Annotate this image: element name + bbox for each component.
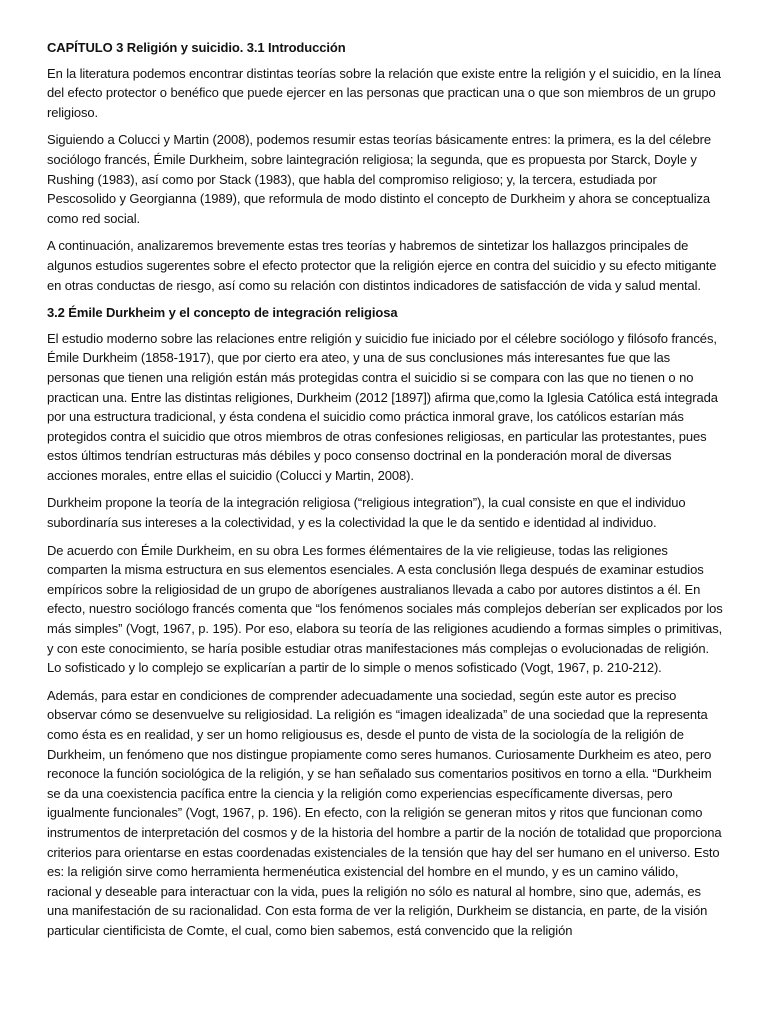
paragraph: El estudio moderno sobre las relaciones entre religión y suicidio fue iniciado por el célebre sociólogo y filósofo francés, Émile Durkheim (1858-1917), que por cierto era ateo, y una de sus conclusiones más interesantes fue que las personas que tienen una religión están más protegidas contra el suicidio si se compara con las que no tienen o no practican una. Entre las distintas religiones, Durkheim (2012 [1897]) afirma que,como la Iglesia Católica está integrada por una estructura tradicional, y ésta condena el suicidio como práctica inmoral grave, los católicos estarían más protegidos contra el suicidio que otros miembros de otras confesiones religiosas, en particular las protestantes, pues estos últimos tendrían estructuras más débiles y poco consenso doctrinal en la ponderación moral de diversas acciones morales, entre ellas el suicidio (Colucci y Martin, 2008).	[47, 330, 718, 483]
section-heading: 3.2 Émile Durkheim y el concepto de integración religiosa	[47, 305, 398, 321]
paragraph: En la literatura podemos encontrar distintas teorías sobre la relación que existe entre la religión y el suicidio, en la línea del efecto protector o benéfico que puede ejercer en las personas que practican una o que son miembros de un grupo religioso.	[47, 65, 721, 120]
paragraph: De acuerdo con Émile Durkheim, en su obra Les formes élémentaires de la vie religieuse, todas las religiones comparten la misma estructura en sus elementos esenciales. A esta conclusión llega después de examinar estudios empíricos sobre la religiosidad de un grupo de aborígenes australianos llevada a cabo por autores distintos a él. En efecto, nuestro sociólogo francés comenta que “los fenómenos sociales más complejos deberían ser explicados por los más simples” (Vogt, 1967, p. 195). Por eso, elabora su teoría de las religiones acudiendo a formas simples o primitivas, y con este conocimiento, se haría posible estudiar otras manifestaciones más complejas o evolucionadas de religión. Lo sofisticado y lo complejo se explicarían a partir de lo simple o menos sofisticado (Vogt, 1967, p. 210-212).	[47, 542, 723, 676]
paragraph: Además, para estar en condiciones de comprender adecuadamente una sociedad, según este autor es preciso observar cómo se desenvuelve su religiosidad. La religión es “imagen idealizada” de una sociedad que la representa como ésta es en realidad, y ser un homo religiousus es, desde el punto de vista de la sociología de la religión de Durkheim, un fenómeno que nos distingue propiamente como seres humanos. Curiosamente Durkheim es ateo, pero reconoce la función sociológica de la religión, y se han señalado sus comentarios positivos en torno a ella. “Durkheim se da una coexistencia pacífica entre la ciencia y la religión como experiencias específicamente diversas, pero igualmente funcionales” (Vogt, 1967, p. 196). En efecto, con la religión se generan mitos y ritos que funcionan como instrumentos de interpretación del cosmos y de la historia del hombre a partir de la noción de totalidad que proporciona criterios para orientarse en estas coordenadas existenciales de la tensión que hay del ser humano en el universo. Esto es: la religión sirve como herramienta hermenéutica existencial del hombre en el mundo, y es un camino válido, racional y deseable para interactuar con la vida, pues la religión no sólo es natural al hombre, sino que, además, es una manifestación de su racionalidad. Con esta forma de ver la religión, Durkheim se distancia, en parte, de la visión particular cientificista de Comte, el cual, como bien sabemos, está convencido que la religión	[47, 687, 722, 938]
paragraph: A continuación, analizaremos brevemente estas tres teorías y habremos de sintetizar los hallazgos principales de algunos estudios sugerentes sobre el efecto protector que la religión ejerce en contra del suicidio y su efecto mitigante en otras conductas de riesgo, así como su relación con distintos indicadores de satisfacción de vida y salud mental.	[47, 238, 717, 293]
paragraph: Durkheim propone la teoría de la integración religiosa (“religious integration”), la cual consiste en que el individuo subordinaría sus intereses a la colectividad, y es la colectividad la que le da sentido e identidad al individuo.	[47, 495, 686, 531]
chapter-heading: CAPÍTULO 3 Religión y suicidio. 3.1 Introducción	[47, 40, 346, 55]
document-page	[47, 38, 725, 949]
paragraph: Siguiendo a Colucci y Martin (2008), podemos resumir estas teorías básicamente entres: la primera, es la del célebre sociólogo francés, Émile Durkheim, sobre laintegración religiosa; la segunda, que es propuesta por Starck, Doyle y Rushing (1983), así como por Stack (1983), que habla del compromiso religioso; y, la tercera, estudiada por Pescosolido y Georgianna (1989), que reformula de modo distinto el concepto de Durkheim y ahora se conceptualiza como red social.	[47, 132, 712, 226]
